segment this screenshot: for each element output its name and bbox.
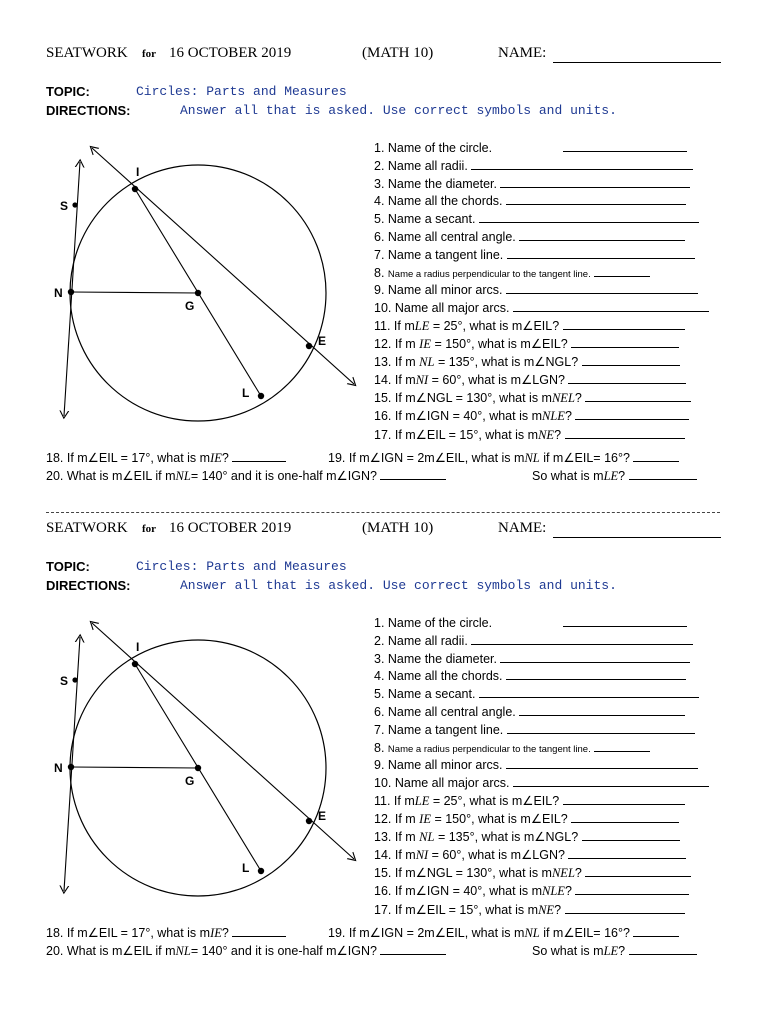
label-l: L	[242, 386, 250, 400]
point-g	[195, 765, 201, 771]
question-7: 7. Name a tangent line.	[374, 246, 695, 262]
secant-line	[92, 623, 354, 859]
question-20-followup: So what is mLE?	[532, 942, 697, 958]
question-13: 13. If m NL = 135°, what is m∠NGL?	[374, 828, 680, 844]
point-e	[306, 343, 312, 349]
answer-blank[interactable]	[585, 389, 691, 402]
answer-blank[interactable]	[507, 246, 695, 259]
question-12: 12. If m IE = 150°, what is m∠EIL?	[374, 810, 679, 826]
question-10: 10. Name all major arcs.	[374, 299, 709, 315]
directions-label: DIRECTIONS:	[46, 103, 131, 118]
radius-gn	[71, 292, 198, 293]
circle-diagram	[44, 615, 364, 915]
answer-blank[interactable]	[506, 667, 686, 680]
question-6: 6. Name all central angle.	[374, 228, 685, 244]
answer-blank[interactable]	[582, 828, 680, 841]
header-row	[46, 45, 726, 69]
answer-blank[interactable]	[519, 703, 685, 716]
answer-blank[interactable]	[568, 371, 686, 384]
question-12: 12. If m IE = 150°, what is m∠EIL?	[374, 335, 679, 351]
answer-blank[interactable]	[633, 924, 679, 937]
question-11: 11. If mLE = 25°, what is m∠EIL?	[374, 317, 685, 333]
answer-blank[interactable]	[479, 210, 699, 223]
seatwork-title: SEATWORK	[46, 520, 128, 536]
question-11: 11. If mLE = 25°, what is m∠EIL?	[374, 792, 685, 808]
date-label: 16 OCTOBER 2019	[169, 45, 292, 61]
answer-blank[interactable]	[568, 846, 686, 859]
answer-blank[interactable]	[519, 228, 685, 241]
for-label: for	[142, 48, 157, 60]
answer-blank[interactable]	[575, 407, 689, 420]
answer-blank[interactable]	[563, 792, 685, 805]
question-19: 19. If m∠IGN = 2m∠EIL, what is mNL if m∠EIL= 16°?	[328, 449, 679, 465]
question-15: 15. If m∠NGL = 130°, what is mNEL?	[374, 389, 691, 405]
question-13: 13. If m NL = 135°, what is m∠NGL?	[374, 353, 680, 369]
question-7: 7. Name a tangent line.	[374, 721, 695, 737]
seatwork-sheet-top	[0, 0, 768, 483]
label-g: G	[185, 299, 195, 313]
directions-value: Answer all that is asked. Use correct symbols and units.	[180, 578, 617, 593]
point-s	[72, 202, 77, 207]
question-9: 9. Name all minor arcs.	[374, 281, 698, 297]
point-s	[72, 677, 77, 682]
question-17: 17. If m∠EIL = 15°, what is mNE?	[374, 901, 685, 917]
answer-blank[interactable]	[471, 157, 693, 170]
question-9: 9. Name all minor arcs.	[374, 756, 698, 772]
question-8: 8. Name a radius perpendicular to the tangent line.	[374, 264, 650, 280]
answer-blank[interactable]	[565, 901, 685, 914]
point-l	[258, 868, 264, 874]
topic-row	[46, 84, 347, 99]
subject-label: (MATH 10)	[362, 520, 434, 536]
question-3: 3. Name the diameter.	[374, 650, 690, 666]
question-6: 6. Name all central angle.	[374, 703, 685, 719]
question-15: 15. If m∠NGL = 130°, what is mNEL?	[374, 864, 691, 880]
answer-blank[interactable]	[575, 882, 689, 895]
answer-blank[interactable]	[565, 426, 685, 439]
directions-row	[46, 103, 617, 118]
circle-diagram	[44, 140, 364, 440]
answer-blank[interactable]	[563, 614, 687, 627]
answer-blank[interactable]	[513, 299, 709, 312]
answer-blank[interactable]	[506, 756, 698, 769]
name-blank[interactable]	[553, 62, 721, 63]
question-4: 4. Name all the chords.	[374, 667, 686, 683]
directions-label: DIRECTIONS:	[46, 578, 131, 593]
point-n	[68, 289, 74, 295]
question-20: 20. What is m∠EIL if mNL= 140° and it is one-half m∠IGN?	[46, 467, 446, 483]
question-4: 4. Name all the chords.	[374, 192, 686, 208]
radius-gn	[71, 767, 198, 768]
point-n	[68, 764, 74, 770]
question-2: 2. Name all radii.	[374, 632, 693, 648]
point-l	[258, 393, 264, 399]
answer-blank[interactable]	[506, 192, 686, 205]
answer-blank[interactable]	[471, 632, 693, 645]
question-14: 14. If mNI = 60°, what is m∠LGN?	[374, 371, 686, 387]
answer-blank[interactable]	[500, 175, 690, 188]
answer-blank[interactable]	[507, 721, 695, 734]
point-i	[132, 661, 138, 667]
answer-blank[interactable]	[232, 449, 286, 462]
name-label: NAME:	[498, 520, 547, 536]
question-3: 3. Name the diameter.	[374, 175, 690, 191]
question-20-followup: So what is mLE?	[532, 467, 697, 483]
header-row	[46, 520, 726, 544]
answer-blank[interactable]	[571, 335, 679, 348]
label-s: S	[60, 674, 69, 688]
topic-value: Circles: Parts and Measures	[136, 559, 347, 574]
answer-blank[interactable]	[479, 685, 699, 698]
label-i: I	[136, 640, 140, 654]
topic-label: TOPIC:	[46, 84, 90, 99]
answer-blank[interactable]	[585, 864, 691, 877]
question-2: 2. Name all radii.	[374, 157, 693, 173]
answer-blank[interactable]	[582, 353, 680, 366]
point-i	[132, 186, 138, 192]
point-g	[195, 290, 201, 296]
answer-blank[interactable]	[513, 774, 709, 787]
topic-label: TOPIC:	[46, 559, 90, 574]
seatwork-sheet-bottom	[0, 475, 768, 958]
label-g: G	[185, 774, 195, 788]
label-e: E	[318, 334, 327, 348]
question-16: 16. If m∠IGN = 40°, what is mNLE?	[374, 882, 689, 898]
question-18: 18. If m∠EIL = 17°, what is mIE?	[46, 924, 286, 940]
label-i: I	[136, 165, 140, 179]
question-8: 8. Name a radius perpendicular to the tangent line.	[374, 739, 650, 755]
directions-value: Answer all that is asked. Use correct symbols and units.	[180, 103, 617, 118]
for-label: for	[142, 523, 157, 535]
label-l: L	[242, 861, 250, 875]
question-1: 1. Name of the circle.	[374, 139, 687, 155]
question-5: 5. Name a secant.	[374, 685, 699, 701]
question-20: 20. What is m∠EIL if mNL= 140° and it is one-half m∠IGN?	[46, 942, 446, 958]
question-16: 16. If m∠IGN = 40°, what is mNLE?	[374, 407, 689, 423]
question-10: 10. Name all major arcs.	[374, 774, 709, 790]
answer-blank[interactable]	[500, 650, 690, 663]
name-blank[interactable]	[553, 537, 721, 538]
topic-value: Circles: Parts and Measures	[136, 84, 347, 99]
answer-blank[interactable]	[633, 449, 679, 462]
label-n: N	[54, 761, 63, 775]
answer-blank[interactable]	[563, 317, 685, 330]
answer-blank[interactable]	[380, 942, 446, 955]
name-label: NAME:	[498, 45, 547, 61]
directions-row	[46, 578, 617, 593]
question-14: 14. If mNI = 60°, what is m∠LGN?	[374, 846, 686, 862]
question-1: 1. Name of the circle.	[374, 614, 687, 630]
answer-blank[interactable]	[506, 281, 698, 294]
answer-blank[interactable]	[594, 739, 650, 752]
question-5: 5. Name a secant.	[374, 210, 699, 226]
answer-blank[interactable]	[563, 139, 687, 152]
answer-blank[interactable]	[629, 942, 697, 955]
label-e: E	[318, 809, 327, 823]
point-e	[306, 818, 312, 824]
label-s: S	[60, 199, 69, 213]
answer-blank[interactable]	[594, 264, 650, 277]
answer-blank[interactable]	[232, 924, 286, 937]
date-label: 16 OCTOBER 2019	[169, 520, 292, 536]
label-n: N	[54, 286, 63, 300]
question-19: 19. If m∠IGN = 2m∠EIL, what is mNL if m∠EIL= 16°?	[328, 924, 679, 940]
question-18: 18. If m∠EIL = 17°, what is mIE?	[46, 449, 286, 465]
topic-row	[46, 559, 347, 574]
secant-line	[92, 148, 354, 384]
question-17: 17. If m∠EIL = 15°, what is mNE?	[374, 426, 685, 442]
subject-label: (MATH 10)	[362, 45, 434, 61]
seatwork-title: SEATWORK	[46, 45, 128, 61]
answer-blank[interactable]	[571, 810, 679, 823]
